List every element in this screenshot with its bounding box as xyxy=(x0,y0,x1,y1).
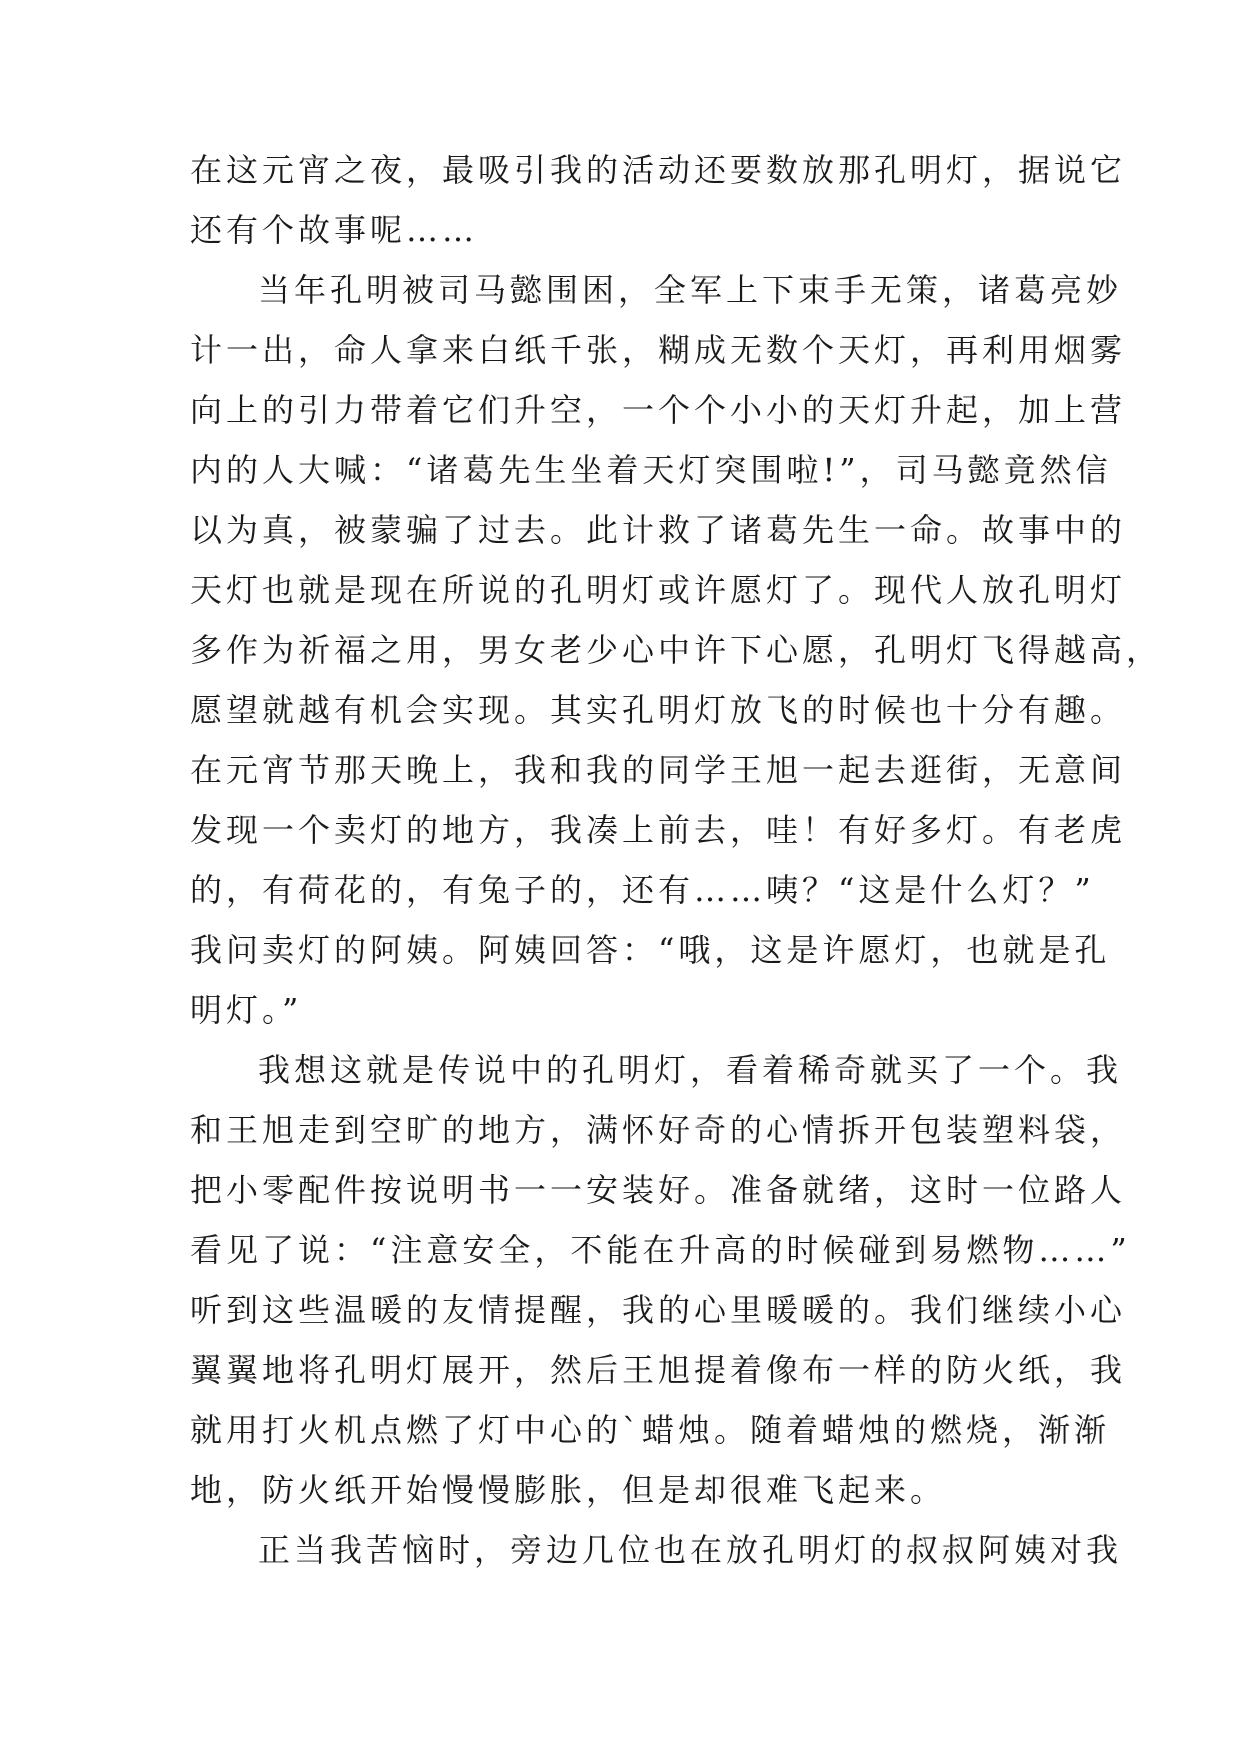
text-line: 就用打火机点燃了灯中心的`蜡烛。随着蜡烛的燃烧，渐渐 xyxy=(190,1411,1111,1449)
text-line: 向上的引力带着它们升空，一个个小小的天灯升起，加上营 xyxy=(190,391,1127,429)
text-line: 明灯。” xyxy=(190,991,303,1029)
text-line: 以为真，被蒙骗了过去。此计救了诸葛先生一命。故事中的 xyxy=(190,511,1127,549)
text-line: 天灯也就是现在所说的孔明灯或许愿灯了。现代人放孔明灯 xyxy=(190,571,1127,609)
text-line: 发现一个卖灯的地方，我凑上前去，哇！有好多灯。有老虎 xyxy=(190,811,1127,849)
text-line: 计一出，命人拿来白纸千张，糊成无数个天灯，再利用烟雾 xyxy=(190,331,1127,369)
text-line: 的，有荷花的，有兔子的，还有……咦？“这是什么灯？” xyxy=(190,871,1095,909)
text-line: 愿望就越有机会实现。其实孔明灯放飞的时候也十分有趣。 xyxy=(190,691,1127,729)
text-line: 我问卖灯的阿姨。阿姨回答：“哦，这是许愿灯，也就是孔 xyxy=(190,931,1111,969)
text-line: 正当我苦恼时，旁边几位也在放孔明灯的叔叔阿姨对我 xyxy=(258,1531,1123,1569)
document-page xyxy=(190,140,1163,1580)
text-line: 还有个故事呢…… xyxy=(190,211,479,249)
text-line: 把小零配件按说明书一一安装好。准备就绪，这时一位路人 xyxy=(190,1171,1127,1209)
text-line: 在元宵节那天晚上，我和我的同学王旭一起去逛街，无意间 xyxy=(190,751,1127,789)
text-line: 和王旭走到空旷的地方，满怀好奇的心情拆开包装塑料袋， xyxy=(190,1111,1127,1149)
text-line: 翼翼地将孔明灯展开，然后王旭提着像布一样的防火纸，我 xyxy=(190,1351,1127,1389)
text-line: 看见了说：“注意安全，不能在升高的时候碰到易燃物……” xyxy=(190,1231,1131,1269)
text-line: 在这元宵之夜，最吸引我的活动还要数放那孔明灯，据说它 xyxy=(190,151,1127,189)
text-line: 多作为祈福之用，男女老少心中许下心愿，孔明灯飞得越高， xyxy=(190,631,1163,669)
text-line: 我想这就是传说中的孔明灯，看着稀奇就买了一个。我 xyxy=(258,1051,1123,1089)
text-line: 地，防火纸开始慢慢膨胀，但是却很难飞起来。 xyxy=(190,1471,947,1509)
text-line: 听到这些温暖的友情提醒，我的心里暖暖的。我们继续小心 xyxy=(190,1291,1127,1329)
text-line: 当年孔明被司马懿围困，全军上下束手无策，诸葛亮妙 xyxy=(258,271,1123,309)
text-line: 内的人大喊：“诸葛先生坐着天灯突围啦!”，司马懿竟然信 xyxy=(190,451,1112,489)
